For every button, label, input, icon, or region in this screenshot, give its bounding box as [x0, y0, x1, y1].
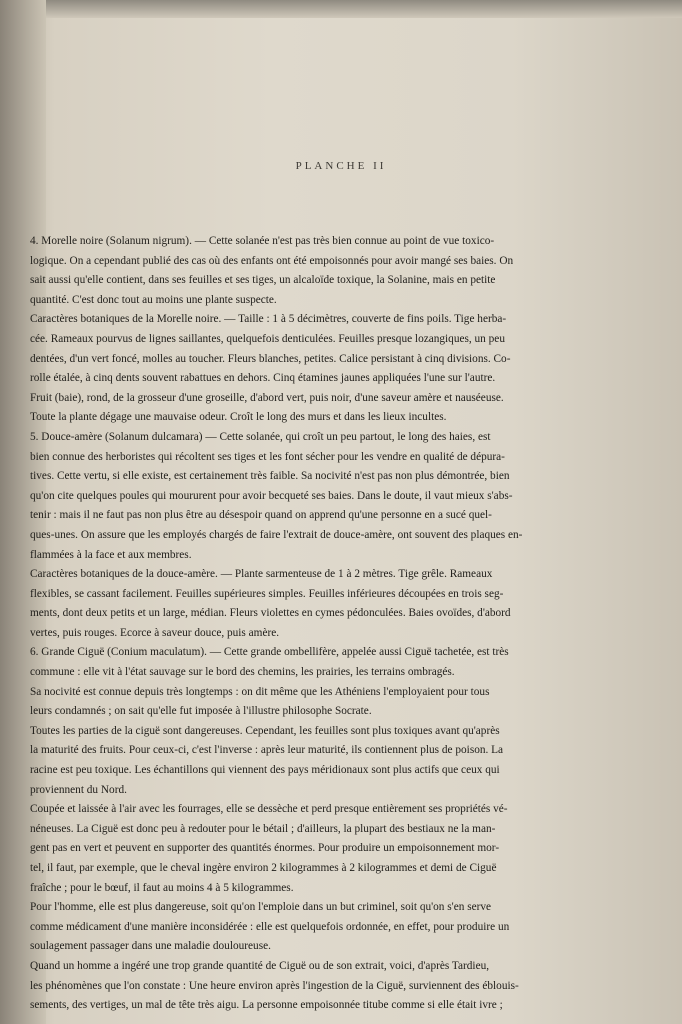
text-line: tel, il faut, par exemple, que le cheval ingère environ 2 kilogrammes à 2 kilogrammes et demi de Ciguë	[30, 862, 497, 874]
text-line: sait aussi qu'elle contient, dans ses feuilles et ses tiges, un alcaloïde toxique, la Solanine, mais en petite	[30, 274, 496, 287]
text-line: 5. Douce-amère (Solanum dulcamara) — Cette solanée, qui croît un peu partout, le long des haies, est	[30, 430, 491, 443]
text-line: néneuses. La Ciguë est donc peu à redouter pour le bétail ; d'ailleurs, la plupart des bestiaux ne la man-	[30, 822, 496, 835]
text-line: Caractères botaniques de la douce-amère. — Plante sarmenteuse de 1 à 2 mètres. Tige grêle. Rameaux	[30, 568, 493, 581]
text-line: ques-unes. On assure que les employés chargés de faire l'extrait de douce-amère, ont souvent des plaques en-	[30, 528, 523, 541]
text-line: comme médicament d'une manière inconsidérée : elle est quelquefois ordonnée, en effet, pour produire un	[30, 920, 510, 933]
text-line: qu'on cite quelques poules qui moururent pour avoir becqueté ses baies. Dans le doute, il vaut mieux s'abs-	[30, 489, 513, 502]
paragraph-morelle-noire	[30, 232, 642, 310]
paragraph-douce-amere-botanique	[30, 565, 642, 643]
text-line: rolle étalée, à cinq dents souvent rabattues en dehors. Cinq étamines jaunes appliquées l'une sur l'autre.	[30, 372, 496, 385]
text-line: proviennent du Nord.	[30, 783, 127, 796]
text-line: flexibles, se cassant facilement. Feuilles supérieures simples. Feuilles inférieures découpées en trois seg-	[30, 587, 504, 600]
text-line: Quand un homme a ingéré une trop grande quantité de Ciguë ou de son extrait, voici, d'après Tardieu,	[30, 959, 490, 972]
plate-title: PLANCHE II	[295, 160, 387, 172]
text-line: 4. Morelle noire (Solanum nigrum). — Cette solanée n'est pas très bien connue au point de vue toxico-	[30, 235, 495, 247]
text-line: Toute la plante dégage une mauvaise odeur. Croît le long des murs et dans les lieux incultes.	[30, 411, 447, 424]
text-line: Fruit (baie), rond, de la grosseur d'une groseille, d'abord vert, puis noir, d'une saveur amère et nauséeuse.	[30, 391, 504, 404]
text-line: 6. Grande Ciguë (Conium maculatum). — Cette grande ombellifère, appelée aussi Ciguë tachetée, est très	[30, 646, 509, 659]
text-line: soulagement passager dans une maladie douloureuse.	[30, 940, 271, 953]
text-line: ments, dont deux petits et un large, médian. Fleurs violettes en cymes pédonculées. Baies ovoïdes, d'abord	[30, 607, 511, 620]
text-line: tives. Cette vertu, si elle existe, est certainement très faible. Sa nocivité n'est pas non plus démontrée, bien	[30, 470, 510, 483]
text-line: logique. On a cependant publié des cas où des enfants ont été empoisonnés pour avoir mangé ses baies. On	[30, 254, 514, 267]
text-line: leurs condamnés ; on sait qu'elle fut imposée à l'illustre philosophe Socrate.	[30, 705, 372, 718]
text-line: flammées à la face et aux membres.	[30, 548, 192, 561]
text-line: vertes, puis rouges. Ecorce à saveur douce, puis amère.	[30, 626, 280, 639]
text-line: Caractères botaniques de la Morelle noire. — Taille : 1 à 5 décimètres, couverte de fins poils. Tige herba-	[30, 313, 507, 326]
text-line: Sa nocivité est connue depuis très longtemps : on dit même que les Athéniens l'employaient pour tous	[30, 685, 490, 698]
text-line: commune : elle vit à l'état sauvage sur le bord des chemins, les prairies, les terrains ombragés.	[30, 666, 455, 679]
paragraph-morelle-botanique	[30, 310, 642, 428]
text-line: bien connue des herboristes qui récoltent ses tiges et les font sécher pour les vendre en qualité de dépura-	[30, 450, 505, 463]
text-line: Pour l'homme, elle est plus dangereuse, soit qu'on l'emploie dans un but criminel, soit qu'on s'en serve	[30, 901, 492, 914]
text-line: gent pas en vert et peuvent en supporter des quantités énormes. Pour produire un empoisonnement mor-	[30, 842, 500, 855]
paragraph-douce-amere	[30, 428, 642, 565]
text-line: sements, des vertiges, un mal de tête très aigu. La personne empoisonnée titube comme si elle était ivre ;	[30, 999, 503, 1012]
text-line: cée. Rameaux pourvus de lignes saillantes, quelquefois denticulées. Feuilles presque lozangiques, un peu	[30, 332, 505, 345]
text-line: Toutes les parties de la ciguë sont dangereuses. Cependant, les feuilles sont plus toxiques avant qu'après	[30, 724, 500, 737]
text-line: racine est peu toxique. Les échantillons qui viennent des pays méridionaux sont plus actifs que ceux qui	[30, 764, 500, 777]
text-line: tenir : mais il ne faut pas non plus être au désespoir quand on apprend qu'une personne en a sucé quel-	[30, 509, 492, 522]
text-line: fraîche ; pour le bœuf, il faut au moins 4 à 5 kilogrammes.	[30, 881, 294, 894]
text-line: quantité. C'est donc tout au moins une plante suspecte.	[30, 293, 277, 306]
text-line: Coupée et laissée à l'air avec les fourrages, elle se dessèche et perd presque entièrement ses propriétés vé-	[30, 803, 508, 816]
text-line: la maturité des fruits. Pour ceux-ci, c'est l'inverse : après leur maturité, ils contiennent plus de poison. La	[30, 744, 504, 757]
body-text	[30, 232, 642, 1016]
page-top-edge	[40, 0, 682, 18]
text-line: dentées, d'un vert foncé, molles au toucher. Fleurs blanches, petites. Calice persistant à cinq divisions. Co-	[30, 352, 511, 365]
text-line: les phénomènes que l'on constate : Une heure environ après l'ingestion de la Ciguë, surviennent des éblouis-	[30, 979, 519, 992]
paragraph-grande-cigue	[30, 643, 642, 1015]
